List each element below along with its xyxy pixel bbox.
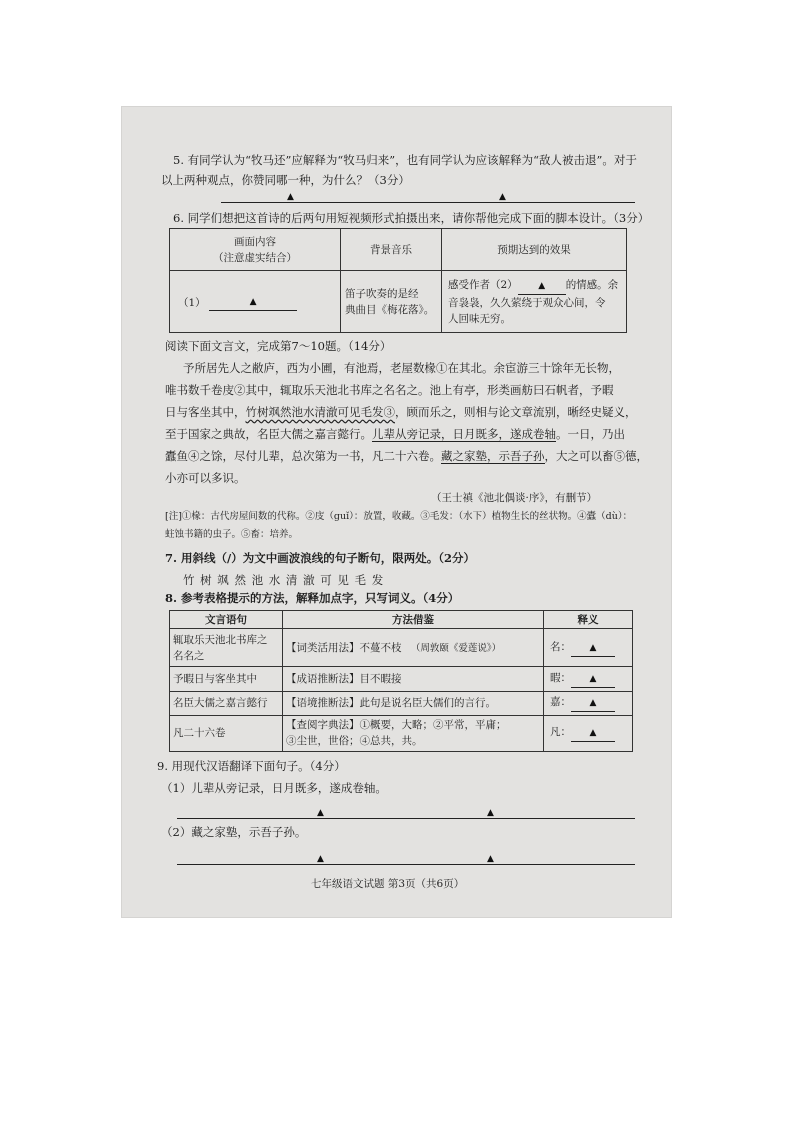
passage-line: 予所居先人之敝庐，西为小圃，有池焉，老屋数椽①在其北。余宦游三十馀年无长物， [183, 361, 620, 375]
q8-row-sentence: 予暇日与客坐其中 [170, 667, 283, 691]
blank-triangle: ▲ [487, 808, 494, 818]
q8-row-sentence: 凡二十六卷 [170, 715, 283, 751]
q5-answer-line [221, 202, 635, 203]
passage-line: 日与客坐其中，竹树飒然池水清澈可见毛发③，顾而乐之，则相与论文章流别，晰经史疑义， [165, 405, 637, 419]
q6-cell-effect: 感受作者（2） ▲ 的情感。余 音袅袅，久久萦绕于观众心间，令 人回味无穷。 [442, 271, 627, 333]
q8-header-method: 方法借鉴 [283, 611, 544, 629]
underlined-sentence: 藏之家塾，示吾子孙 [441, 449, 545, 463]
q8-row-method: 【语境推断法】此句是说名臣大儒们的言行。 [283, 691, 544, 715]
q9-item-2: （2）藏之家塾，示吾子孙。 [161, 825, 307, 839]
q8-blank: ▲ [571, 724, 615, 742]
q6-cell-music: 笛子吹奏的是经 典曲目《梅花落》。 [341, 271, 442, 333]
q6-blank-2: ▲ [518, 277, 566, 295]
q8-row-method: 【词类活用法】不蔓不枝 （周敦颐《爱莲说》） [283, 629, 544, 667]
q8-table [169, 610, 633, 752]
q8-row-meaning: 凡： ▲ [544, 715, 633, 751]
q8-header-meaning: 释义 [544, 611, 633, 629]
page-footer: 七年级语文试题 第3页（共6页） [311, 878, 465, 890]
q8-blank: ▲ [571, 670, 615, 688]
q6-title: 6. 同学们想把这首诗的后两句用短视频形式拍摄出来，请你帮他完成下面的脚本设计。（3分） [173, 211, 650, 225]
q8-row-meaning: 嘉： ▲ [544, 691, 633, 715]
q9-title: 9. 用现代汉语翻译下面句子。（4分） [157, 759, 346, 773]
blank-triangle: ▲ [487, 854, 494, 864]
passage-line: 唯书数千卷庋②其中，辄取乐天池北书库之名名之。池上有亭，形类画舫曰石帆者，予暇 [165, 383, 614, 397]
q8-row-method: 【查阅字典法】①概要，大略；②平常，平庸； ③尘世，世俗；④总共，共。 [283, 715, 544, 751]
q9-answer-line-1 [177, 818, 635, 819]
reading-intro: 阅读下面文言文，完成第7～10题。（14分） [165, 339, 392, 353]
q8-blank: ▲ [571, 639, 615, 657]
passage-line: 小亦可以多识。 [165, 471, 246, 485]
q6-header-music: 背景音乐 [341, 229, 442, 271]
passage-source: （王士禛《池北偶谈·序》，有删节） [431, 492, 598, 504]
blank-triangle: ▲ [317, 808, 324, 818]
q6-script-table [169, 228, 627, 333]
q8-row-sentence: 名臣大儒之嘉言懿行 [170, 691, 283, 715]
passage-line: 蠹鱼④之馀，尽付儿辈，总次第为一书，凡二十六卷。藏之家塾，示吾子孙，大之可以畜⑤德， [165, 449, 648, 463]
blank-triangle: ▲ [287, 192, 294, 202]
q6-blank-1: ▲ [209, 293, 297, 311]
passage-note: 蛀蚀书籍的虫子。⑤畜：培养。 [165, 529, 299, 540]
q8-row-method: 【成语推断法】目不暇接 [283, 667, 544, 691]
q8-row-sentence: 辄取乐天池北书库之 名名之 [170, 629, 283, 667]
q8-header-sentence: 文言语句 [170, 611, 283, 629]
q7-sentence: 竹 树 飒 然 池 水 清 澈 可 见 毛 发 [183, 573, 385, 587]
wavy-sentence: 竹树飒然池水清澈可见毛发③ [245, 405, 395, 419]
q6-header-effect: 预期达到的效果 [442, 229, 627, 271]
passage-line: 至于国家之典故，名臣大儒之嘉言懿行。儿辈从旁记录，日月既多，遂成卷轴。一日，乃出 [165, 427, 625, 441]
q5-line1: 5. 有同学认为“牧马还”应解释为“牧马归来”，也有同学认为应该解释为“敌人被击退”。对于 [173, 153, 637, 167]
q6-header-picture: 画面内容 （注意虚实结合） [170, 229, 341, 271]
passage-note: [注]①椽：古代房屋间数的代称。②庋（guǐ）：放置，收藏。③毛发：（水下）植物生长的丝状物。④蠹（dù）： [165, 511, 633, 522]
q8-blank: ▲ [571, 694, 615, 712]
q8-row-meaning: 名： ▲ [544, 629, 633, 667]
exam-page [121, 106, 672, 918]
q8-title: 8. 参考表格提示的方法，解释加点字，只写词义。（4分） [165, 591, 460, 605]
q5-line2: 以上两种观点，你赞同哪一种，为什么？（3分） [161, 173, 410, 187]
underlined-sentence: 儿辈从旁记录，日月既多，遂成卷轴 [372, 427, 556, 441]
blank-triangle: ▲ [317, 854, 324, 864]
q9-item-1: （1）儿辈从旁记录，日月既多，遂成卷轴。 [161, 781, 387, 795]
blank-triangle: ▲ [499, 192, 506, 202]
q8-row-meaning: 暇： ▲ [544, 667, 633, 691]
q7-title: 7. 用斜线（/）为文中画波浪线的句子断句，限两处。（2分） [165, 551, 475, 565]
q6-cell-picture: （1） ▲ [170, 271, 341, 333]
q9-answer-line-2 [177, 864, 635, 865]
